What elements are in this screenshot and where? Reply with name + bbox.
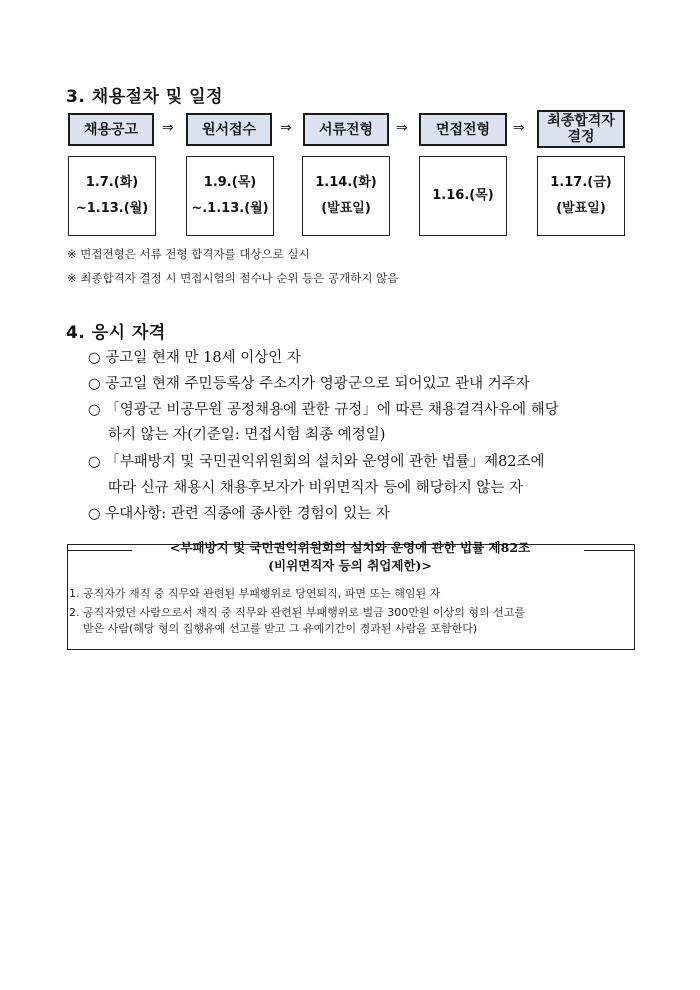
date-2: 1.9.(목) ~.1.13.(월) — [186, 156, 274, 236]
qualification-item-5 — [88, 502, 390, 523]
qualification-item-1 — [88, 346, 301, 367]
qualification-item-4 — [88, 450, 545, 471]
law-item-2-cont: 받은 사람(해당 형의 집행유예 선고를 받고 그 유예기간이 경과된 사람을 포함한다) — [69, 622, 478, 635]
arrow-3: ⇒ — [396, 120, 408, 136]
step-4: 면접전형 — [419, 113, 507, 146]
bullet-icon: ○ — [88, 350, 101, 366]
bullet-icon: ○ — [88, 506, 101, 522]
section-4-title: 4. 응시 자격 — [66, 323, 166, 343]
qualification-item-2 — [88, 372, 530, 393]
date-5: 1.17.(금) (발표일) — [537, 156, 625, 236]
qualification-item-3 — [88, 398, 559, 419]
law-box-subtitle: (비위면직자 등의 취업제한)> — [268, 558, 432, 573]
qualification-text: 우대사항: 관련 직종에 종사한 경험이 있는 자 — [105, 506, 390, 522]
arrow-1: ⇒ — [162, 120, 174, 136]
date-4: 1.16.(목) — [419, 156, 507, 236]
date-1: 1.7.(화) ~1.13.(월) — [68, 156, 156, 236]
qualification-item-4-cont: 따라 신규 채용시 채용후보자가 비위면직자 등에 해당하지 않는 자 — [108, 480, 524, 496]
qualification-item-3-cont: 하지 않는 자(기준일: 면접시험 최종 예정일) — [108, 427, 386, 443]
qualification-text: 「영광군 비공무원 공정채용에 관한 규정」에 따른 채용결격사유에 해당 — [105, 402, 559, 418]
arrow-4: ⇒ — [513, 120, 525, 136]
qualification-text: 「부패방지 및 국민권익위원회의 설치와 운영에 관한 법률」제82조에 — [105, 454, 545, 470]
law-item-1: 1. 공직자가 재직 중 직무와 관련된 부패행위로 당연퇴직, 파면 또는 해임된 자 — [69, 587, 441, 600]
arrow-2: ⇒ — [280, 120, 292, 136]
date-3: 1.14.(화) (발표일) — [302, 156, 390, 236]
qualification-text: 공고일 현재 만 18세 이상인 자 — [105, 350, 301, 366]
step-2: 원서접수 — [186, 113, 272, 146]
step-5: 최종합격자 결정 — [537, 110, 625, 148]
law-item-2: 2. 공직자였던 사람으로서 재직 중 직무와 관련된 부패행위로 벌금 300만원 이상의 형의 선고를 — [69, 606, 525, 619]
note-1: ※ 면접전형은 서류 전형 합격자를 대상으로 실시 — [67, 247, 310, 261]
step-3: 서류전형 — [303, 113, 389, 146]
step-1: 채용공고 — [68, 113, 154, 146]
bullet-icon: ○ — [88, 454, 101, 470]
bullet-icon: ○ — [88, 402, 101, 418]
bullet-icon: ○ — [88, 376, 101, 392]
qualification-text: 공고일 현재 주민등록상 주소지가 영광군으로 되어있고 관내 거주자 — [105, 376, 530, 392]
law-box-title: <부패방지 및 국민권익위원회의 설치와 운영에 관한 법률 제82조 — [169, 540, 531, 555]
section-3-title: 3. 채용절차 및 일정 — [66, 87, 223, 107]
note-2: ※ 최종합격자 결정 시 면접시험의 점수나 순위 등은 공개하지 않음 — [67, 271, 399, 285]
